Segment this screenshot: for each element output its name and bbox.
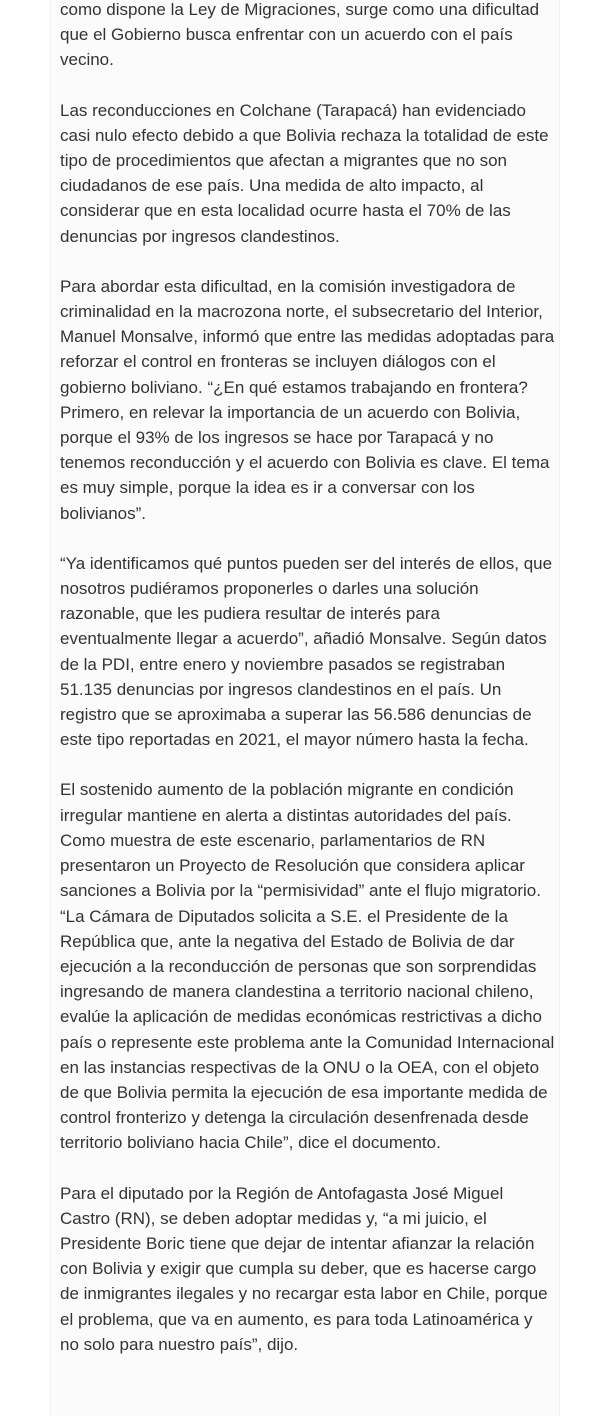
article-paragraph: Para el diputado por la Región de Antofagasta José Miguel Castro (RN), se deben adoptar medidas y, “a mi juicio, el Presidente Boric tiene que dejar de intentar afianzar la relación con Bolivia y exigir que cumpla su deber, que es hacerse cargo de inmigrantes ilegales y no recargar esta labor en Chile, porque el problema, que va en aumento, es para toda Latinoamérica y no solo para nuestro país”, dijo. [60, 1183, 548, 1354]
article-paragraph: “Ya identificamos qué puntos pueden ser del interés de ellos, que nosotros pudiéramos proponerles o darles una solución razonable, que les pudiera resultar de interés para eventualmente llegar a acuerdo”, añadió Monsalve. Según datos de la PDI, entre enero y noviembre pasados se registraban 51.135 denuncias por ingresos clandestinos en el país. Un registro que se aproximaba a superar las 56.586 denuncias de este tipo reportadas en 2021, el mayor número hasta la fecha. [60, 553, 553, 750]
article-body [60, 0, 555, 1382]
article-paragraph: Para abordar esta dificultad, en la comisión investigadora de criminalidad en la macrozona norte, el subsecretario del Interior, Manuel Monsalve, informó que entre las medidas adoptadas para reforzar el control en fronteras se incluyen diálogos con el gobierno boliviano. “¿En qué estamos trabajando en frontera? Primero, en relevar la importancia de un acuerdo con Bolivia, porque el 93% de los ingresos se hace por Tarapacá y no tenemos reconducción y el acuerdo con Bolivia es clave. El tema es muy simple, porque la idea es ir a conversar con los bolivianos”. [60, 276, 555, 523]
article-paragraph: El sostenido aumento de la población migrante en condición irregular mantiene en alerta a distintas autoridades del país. Como muestra de este escenario, parlamentarios de RN presentaron un Proyecto de Resolución que considera aplicar sanciones a Bolivia por la “permisividad” ante el flujo migratorio. “La Cámara de Diputados solicita a S.E. el Presidente de la República que, ante la negativa del Estado de Bolivia de dar ejecución a la reconducción de personas que son sorprendidas ingresando de manera clandestina a territorio nacional chileno, evalúe la aplicación de medidas económicas restrictivas a dicho país o represente este problema ante la Comunidad Internacional en las instancias respectivas de la ONU o la OEA, con el objeto de que Bolivia permita la ejecución de esa importante medida de control fronterizo y detenga la circulación desenfrenada desde territorio boliviano hacia Chile”, dice el documento. [60, 780, 555, 1153]
article-paragraph: como dispone la Ley de Migraciones, surge como una dificultad que el Gobierno busca enfrentar con un acuerdo con el país vecino. [60, 0, 540, 70]
article-paragraph: Las reconducciones en Colchane (Tarapacá) han evidenciado casi nulo efecto debido a que Bolivia rechaza la totalidad de este tipo de procedimientos que afectan a migrantes que no son ciudadanos de ese país. Una medida de alto impacto, al considerar que en esta localidad ocurre hasta el 70% de las denuncias por ingresos clandestinos. [60, 100, 549, 246]
